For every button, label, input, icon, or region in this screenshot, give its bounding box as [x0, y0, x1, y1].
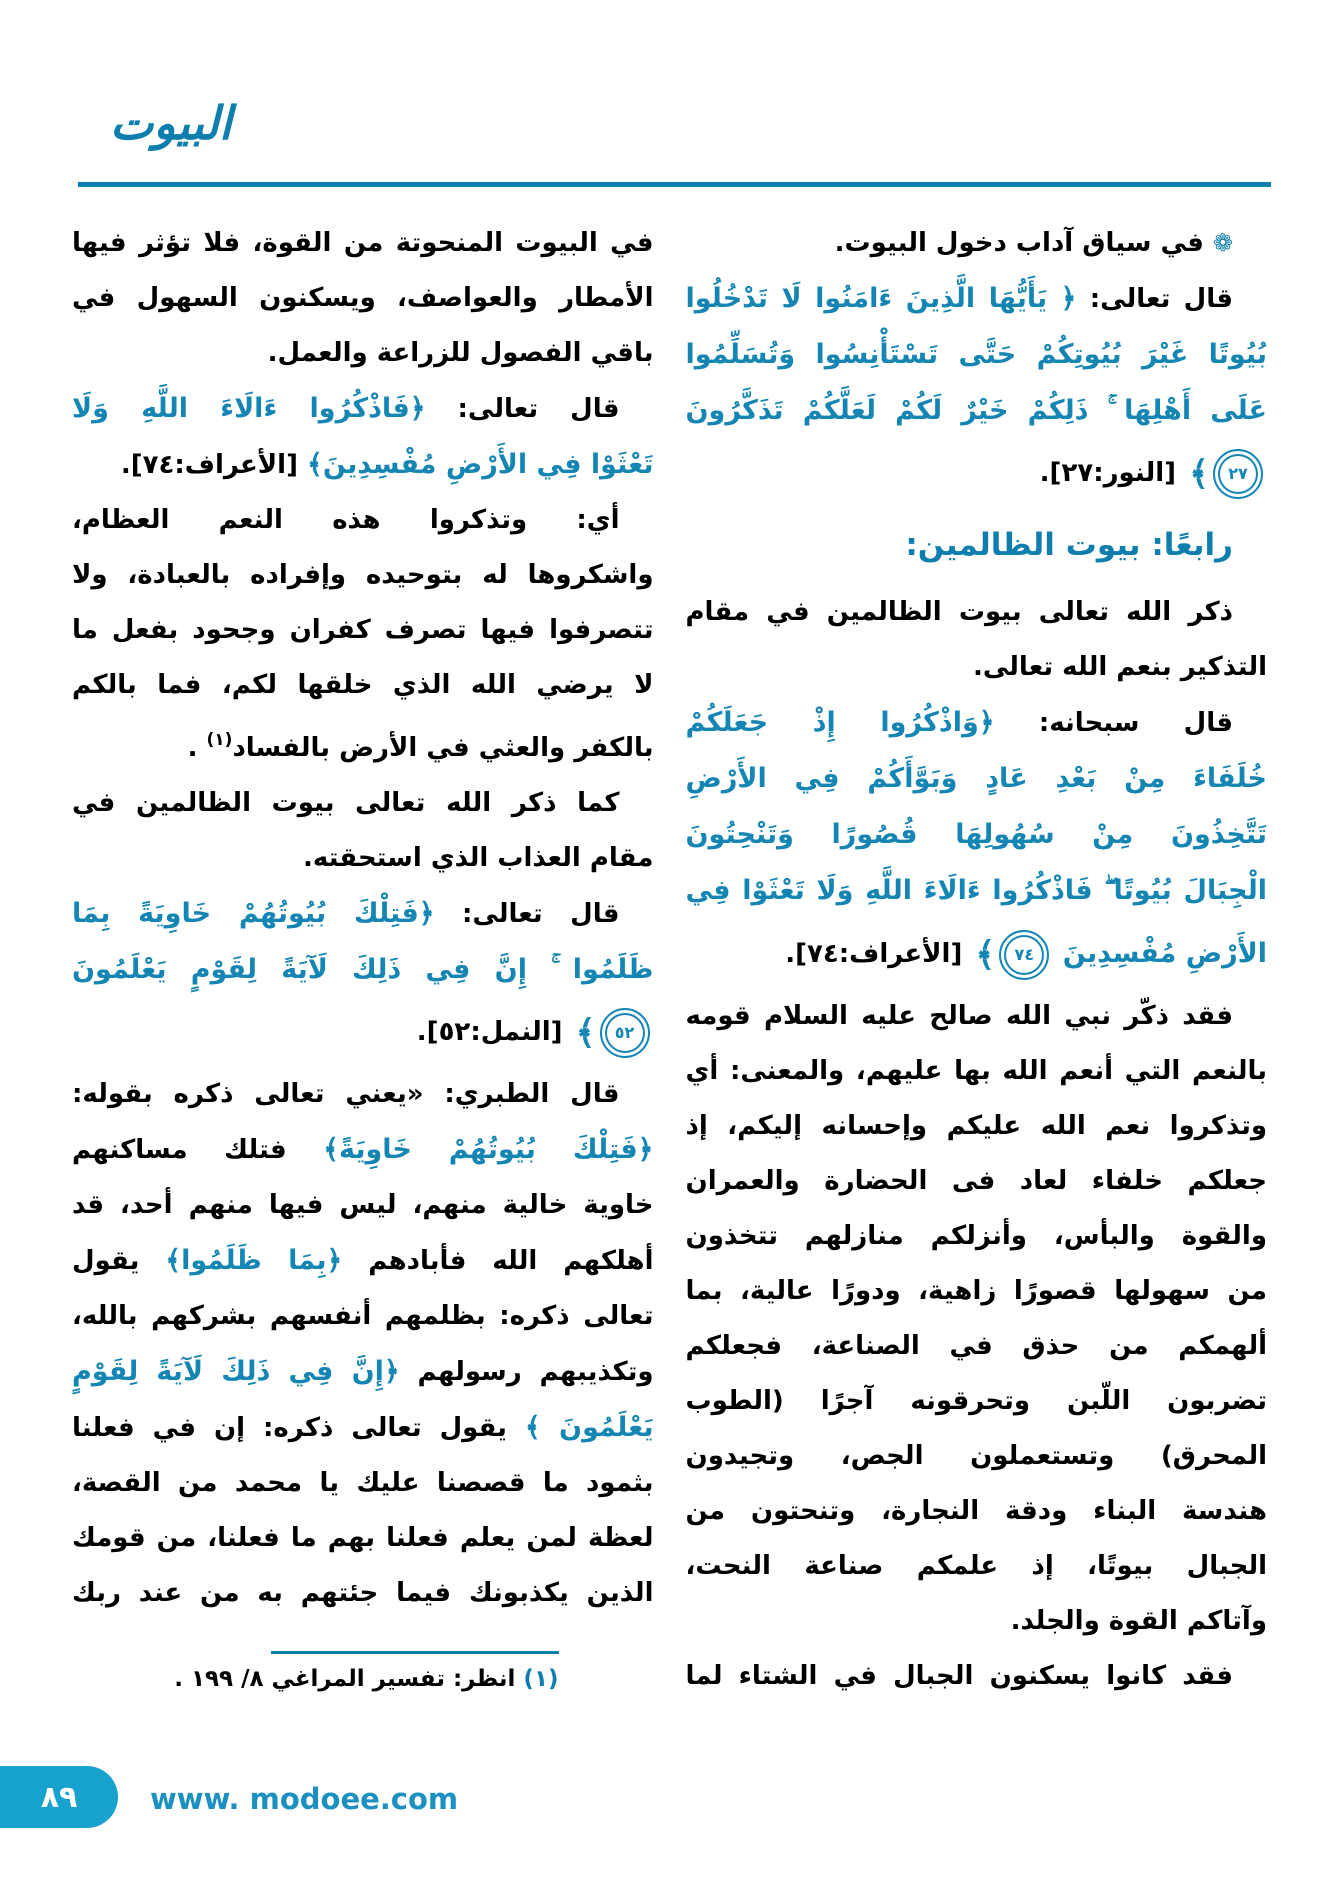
- footnote-reference: (١): [206, 730, 233, 750]
- text-line: [72, 831, 654, 886]
- body-text: [الأعراف:٧٤].: [785, 939, 972, 969]
- quran-closing-bracket-icon: ﴾: [575, 1012, 596, 1053]
- quran-text: ﴿بِمَا ظَلَمُوا﴾: [165, 1245, 343, 1276]
- text-line: [72, 216, 654, 271]
- body-text: تعالى ذكره: بظلمهم أنفسهم بشركهم بالله،: [72, 1301, 654, 1331]
- text-line: [686, 585, 1268, 640]
- body-text: في البيوت المنحوتة من القوة، فلا تؤثر فيها: [72, 228, 654, 258]
- body-text: فقد ذكّر نبي الله صالح عليه السلام قومه: [685, 1001, 1233, 1031]
- body-text: بالكفر والعثي في الأرض بالفساد: [232, 733, 654, 763]
- text-line: [72, 381, 654, 437]
- body-text: الجبال بيوتًا، إذ علمكم صناعة النحت،: [685, 1551, 1267, 1581]
- text-line: [72, 776, 654, 831]
- body-text: لا يرضي الله الذي خلقها لكم، فما بالكم: [72, 670, 654, 700]
- body-text: قال تعالى:: [425, 394, 620, 424]
- body-text: [الأعراف:٧٤].: [120, 450, 308, 480]
- text-line: [72, 1456, 654, 1511]
- body-text: ذكر الله تعالى بيوت الظالمين في مقام: [685, 597, 1233, 627]
- page-number: ٨٩: [40, 1779, 78, 1815]
- body-text: يقول تعالى ذكره: إن في فعلنا: [72, 1413, 525, 1443]
- text-line: [686, 271, 1268, 327]
- text-line: [72, 1178, 654, 1233]
- quran-text: بُيُوتًا غَيْرَ بُيُوتِكُمْ حَتَّى تَسْتَأْنِسُوا وَتُسَلِّمُوا: [685, 339, 1267, 370]
- text-line: [72, 1566, 654, 1621]
- body-text: جعلكم خلفاء لعاد فى الحضارة والعمران: [685, 1166, 1267, 1196]
- text-line: [72, 942, 654, 998]
- text-line: [686, 1649, 1268, 1704]
- body-text: قال سبحانه:: [994, 708, 1233, 738]
- text-line: [686, 989, 1268, 1044]
- text-line: [72, 1400, 654, 1456]
- quran-text: ﴿فَتِلْكَ بُيُوتُهُمْ خَاوِيَةً﴾: [323, 1134, 654, 1165]
- quran-text: ﴿وَاذْكُرُوا إِذْ جَعَلَكُمْ: [685, 707, 995, 738]
- text-line: [72, 271, 654, 326]
- text-line: [686, 327, 1268, 383]
- section-heading-text: رابعًا: بيوت الظالمين:: [905, 527, 1233, 563]
- body-text: مقام العذاب الذي استحقته.: [302, 843, 654, 873]
- text-line: [72, 326, 654, 381]
- text-line: [72, 1233, 654, 1289]
- text-line: [72, 1511, 654, 1566]
- column-right: [686, 216, 1268, 1704]
- text-line: [72, 603, 654, 658]
- quran-text: عَلَى أَهْلِهَا ۚ ذَلِكُمْ خَيْرٌ لَكُمْ لَعَلَّكُمْ تَذَكَّرُونَ: [685, 395, 1267, 426]
- text-line: [72, 886, 654, 942]
- text-line: [72, 1344, 654, 1400]
- body-text: بثمود ما قصصنا عليك يا محمد من القصة،: [72, 1468, 654, 1498]
- text-line: [686, 383, 1268, 439]
- body-text: واشكروها له بتوحيده وإفراده بالعبادة، ولا: [72, 560, 654, 590]
- quran-text: يَعْلَمُونَ ﴾: [524, 1412, 654, 1443]
- quran-text: تَتَّخِذُونَ مِنْ سُهُولِهَا قُصُورًا وَتَنْحِتُونَ: [685, 819, 1267, 850]
- header-rule: [78, 182, 1271, 187]
- quran-text: الْجِبَالَ بُيُوتًا ۖ فَاذْكُرُوا ءَالَاءَ اللَّهِ وَلَا تَعْثَوْا فِي: [685, 875, 1267, 906]
- verse-number-medallion: [975, 930, 1049, 980]
- column-right-lines: [686, 216, 1268, 1704]
- body-text: [النور:٢٧].: [1039, 458, 1186, 488]
- text-line: [686, 919, 1268, 989]
- quran-text: تَعْثَوْا فِي الأَرْضِ مُفْسِدِينَ﴾: [307, 449, 654, 480]
- footnote-separator: [271, 1651, 559, 1654]
- text-line: [686, 1154, 1268, 1209]
- quran-text: ﴿فَاذْكُرُوا ءَالَاءَ اللَّهِ وَلَا: [72, 393, 426, 424]
- site-url: www. modoee.com: [150, 1782, 459, 1816]
- text-line: [686, 1319, 1268, 1374]
- body-text: كما ذكر الله تعالى بيوت الظالمين في: [72, 788, 620, 818]
- body-text: فتلك مساكنهم: [72, 1135, 324, 1165]
- body-text: فقد كانوا يسكنون الجبال في الشتاء لما: [685, 1661, 1233, 1691]
- page-number-badge: [0, 1766, 118, 1828]
- quran-text: ﴿فَتِلْكَ بُيُوتُهُمْ خَاوِيَةً بِمَا: [72, 898, 435, 929]
- body-text: وآتاكم القوة والجلد.: [1010, 1606, 1267, 1636]
- body-text: من سهولها قصورًا زاهية، ودورًا عالية، بما: [685, 1276, 1267, 1306]
- text-line: [72, 713, 654, 776]
- footnote-text: انظر: تفسير المراغي ٨/ ١٩٩ .: [174, 1666, 524, 1692]
- quran-text: الأَرْضِ مُفْسِدِينَ: [1053, 938, 1267, 969]
- text-line: [686, 1099, 1268, 1154]
- text-line: [72, 1289, 654, 1344]
- quran-text: ﴿ يَأَيُّهَا الَّذِينَ ءَامَنُوا لَا تَدْخُلُوا: [685, 283, 1077, 314]
- verse-number-medallion: [576, 1008, 650, 1058]
- text-line: [686, 751, 1268, 807]
- text-columns: [72, 216, 1267, 1704]
- body-text: باقي الفصول للزراعة والعمل.: [267, 338, 654, 368]
- text-line: [686, 640, 1268, 695]
- body-text: بالنعم التي أنعم الله بها عليهم، والمعنى: أي: [685, 1056, 1267, 1086]
- quran-text: خُلَفَاءَ مِنْ بَعْدِ عَادٍ وَبَوَّأَكُمْ فِي الأَرْضِ: [685, 763, 1267, 794]
- text-line: [686, 216, 1268, 271]
- verse-number: ٢٧: [1213, 449, 1263, 499]
- body-text: أي: وتذكروا هذه النعم العظام،: [72, 505, 620, 535]
- section-heading: [686, 508, 1268, 585]
- text-line: [72, 437, 654, 493]
- body-text: ألهمكم من حذق في الصناعة، فجعلكم: [685, 1331, 1267, 1361]
- flower-ornament-icon: ❁: [1212, 229, 1233, 257]
- text-line: [686, 1539, 1268, 1594]
- body-text: قال تعالى:: [1076, 284, 1233, 314]
- text-line: [686, 1594, 1268, 1649]
- body-text: تتصرفوا فيها تصرف كفران وجحود بفعل ما: [72, 615, 654, 645]
- text-line: [72, 1122, 654, 1178]
- body-text: [النمل:٥٢].: [416, 1017, 572, 1047]
- text-line: [72, 1067, 654, 1122]
- body-text: يقول: [72, 1246, 166, 1276]
- text-line: [686, 1209, 1268, 1264]
- body-text: لعظة لمن يعلم فعلنا بهم ما فعلنا، من قومك: [72, 1523, 654, 1553]
- body-text: .: [187, 733, 207, 763]
- verse-number: ٥٢: [600, 1008, 650, 1058]
- body-text: المحرق) وتستعملون الجص، وتجيدون: [685, 1441, 1267, 1471]
- text-line: [686, 1484, 1268, 1539]
- quran-closing-bracket-icon: ﴾: [975, 934, 996, 975]
- footnote-marker: (١): [523, 1666, 559, 1692]
- column-left-lines: [72, 216, 654, 1621]
- body-text: والقوة والبأس، وأنزلكم منازلهم تتخذون: [685, 1221, 1267, 1251]
- text-line: [686, 695, 1268, 751]
- text-line: [686, 439, 1268, 508]
- text-line: [72, 998, 654, 1067]
- quran-closing-bracket-icon: ﴾: [1189, 453, 1209, 494]
- body-text: قال تعالى:: [434, 899, 620, 929]
- body-text: قال الطبري: «يعني تعالى ذكره بقوله:: [72, 1079, 620, 1109]
- text-line: [686, 1374, 1268, 1429]
- body-text: تضربون اللّبن وتحرقونه آجرًا (الطوب: [685, 1386, 1267, 1416]
- body-text: في سياق آداب دخول البيوت.: [834, 228, 1213, 258]
- text-line: [686, 1264, 1268, 1319]
- verse-number-medallion: [1189, 449, 1263, 499]
- body-text: وتكذيبهم رسولهم: [399, 1357, 654, 1387]
- quran-text: ظَلَمُوا ۚ إِنَّ فِي ذَلِكَ لَآيَةً لِقَوْمٍ يَعْلَمُونَ: [72, 954, 654, 985]
- footnote: [72, 1666, 559, 1692]
- body-text: أهلكهم الله فأبادهم: [342, 1246, 654, 1276]
- quran-text: ﴿إِنَّ فِي ذَلِكَ لَآيَةً لِقَوْمٍ: [72, 1356, 400, 1387]
- text-line: [686, 1429, 1268, 1484]
- text-line: [72, 493, 654, 548]
- body-text: الذين يكذبونك فيما جئتهم به من عند ربك: [72, 1578, 654, 1608]
- column-left: [72, 216, 654, 1692]
- text-line: [686, 863, 1268, 919]
- text-line: [686, 1044, 1268, 1099]
- body-text: خاوية خالية منهم، ليس فيها منهم أحد، قد: [72, 1190, 654, 1220]
- body-text: الأمطار والعواصف، ويسكنون السهول في: [72, 283, 654, 313]
- body-text: هندسة البناء ودقة النجارة، وتنحتون من: [685, 1496, 1267, 1526]
- text-line: [72, 548, 654, 603]
- body-text: التذكير بنعم الله تعالى.: [972, 652, 1267, 682]
- body-text: وتذكروا نعم الله عليكم وإحسانه إليكم، إذ: [685, 1111, 1267, 1141]
- text-line: [72, 658, 654, 713]
- chapter-title: البيوت: [110, 96, 232, 150]
- verse-number: ٧٤: [999, 930, 1049, 980]
- text-line: [686, 807, 1268, 863]
